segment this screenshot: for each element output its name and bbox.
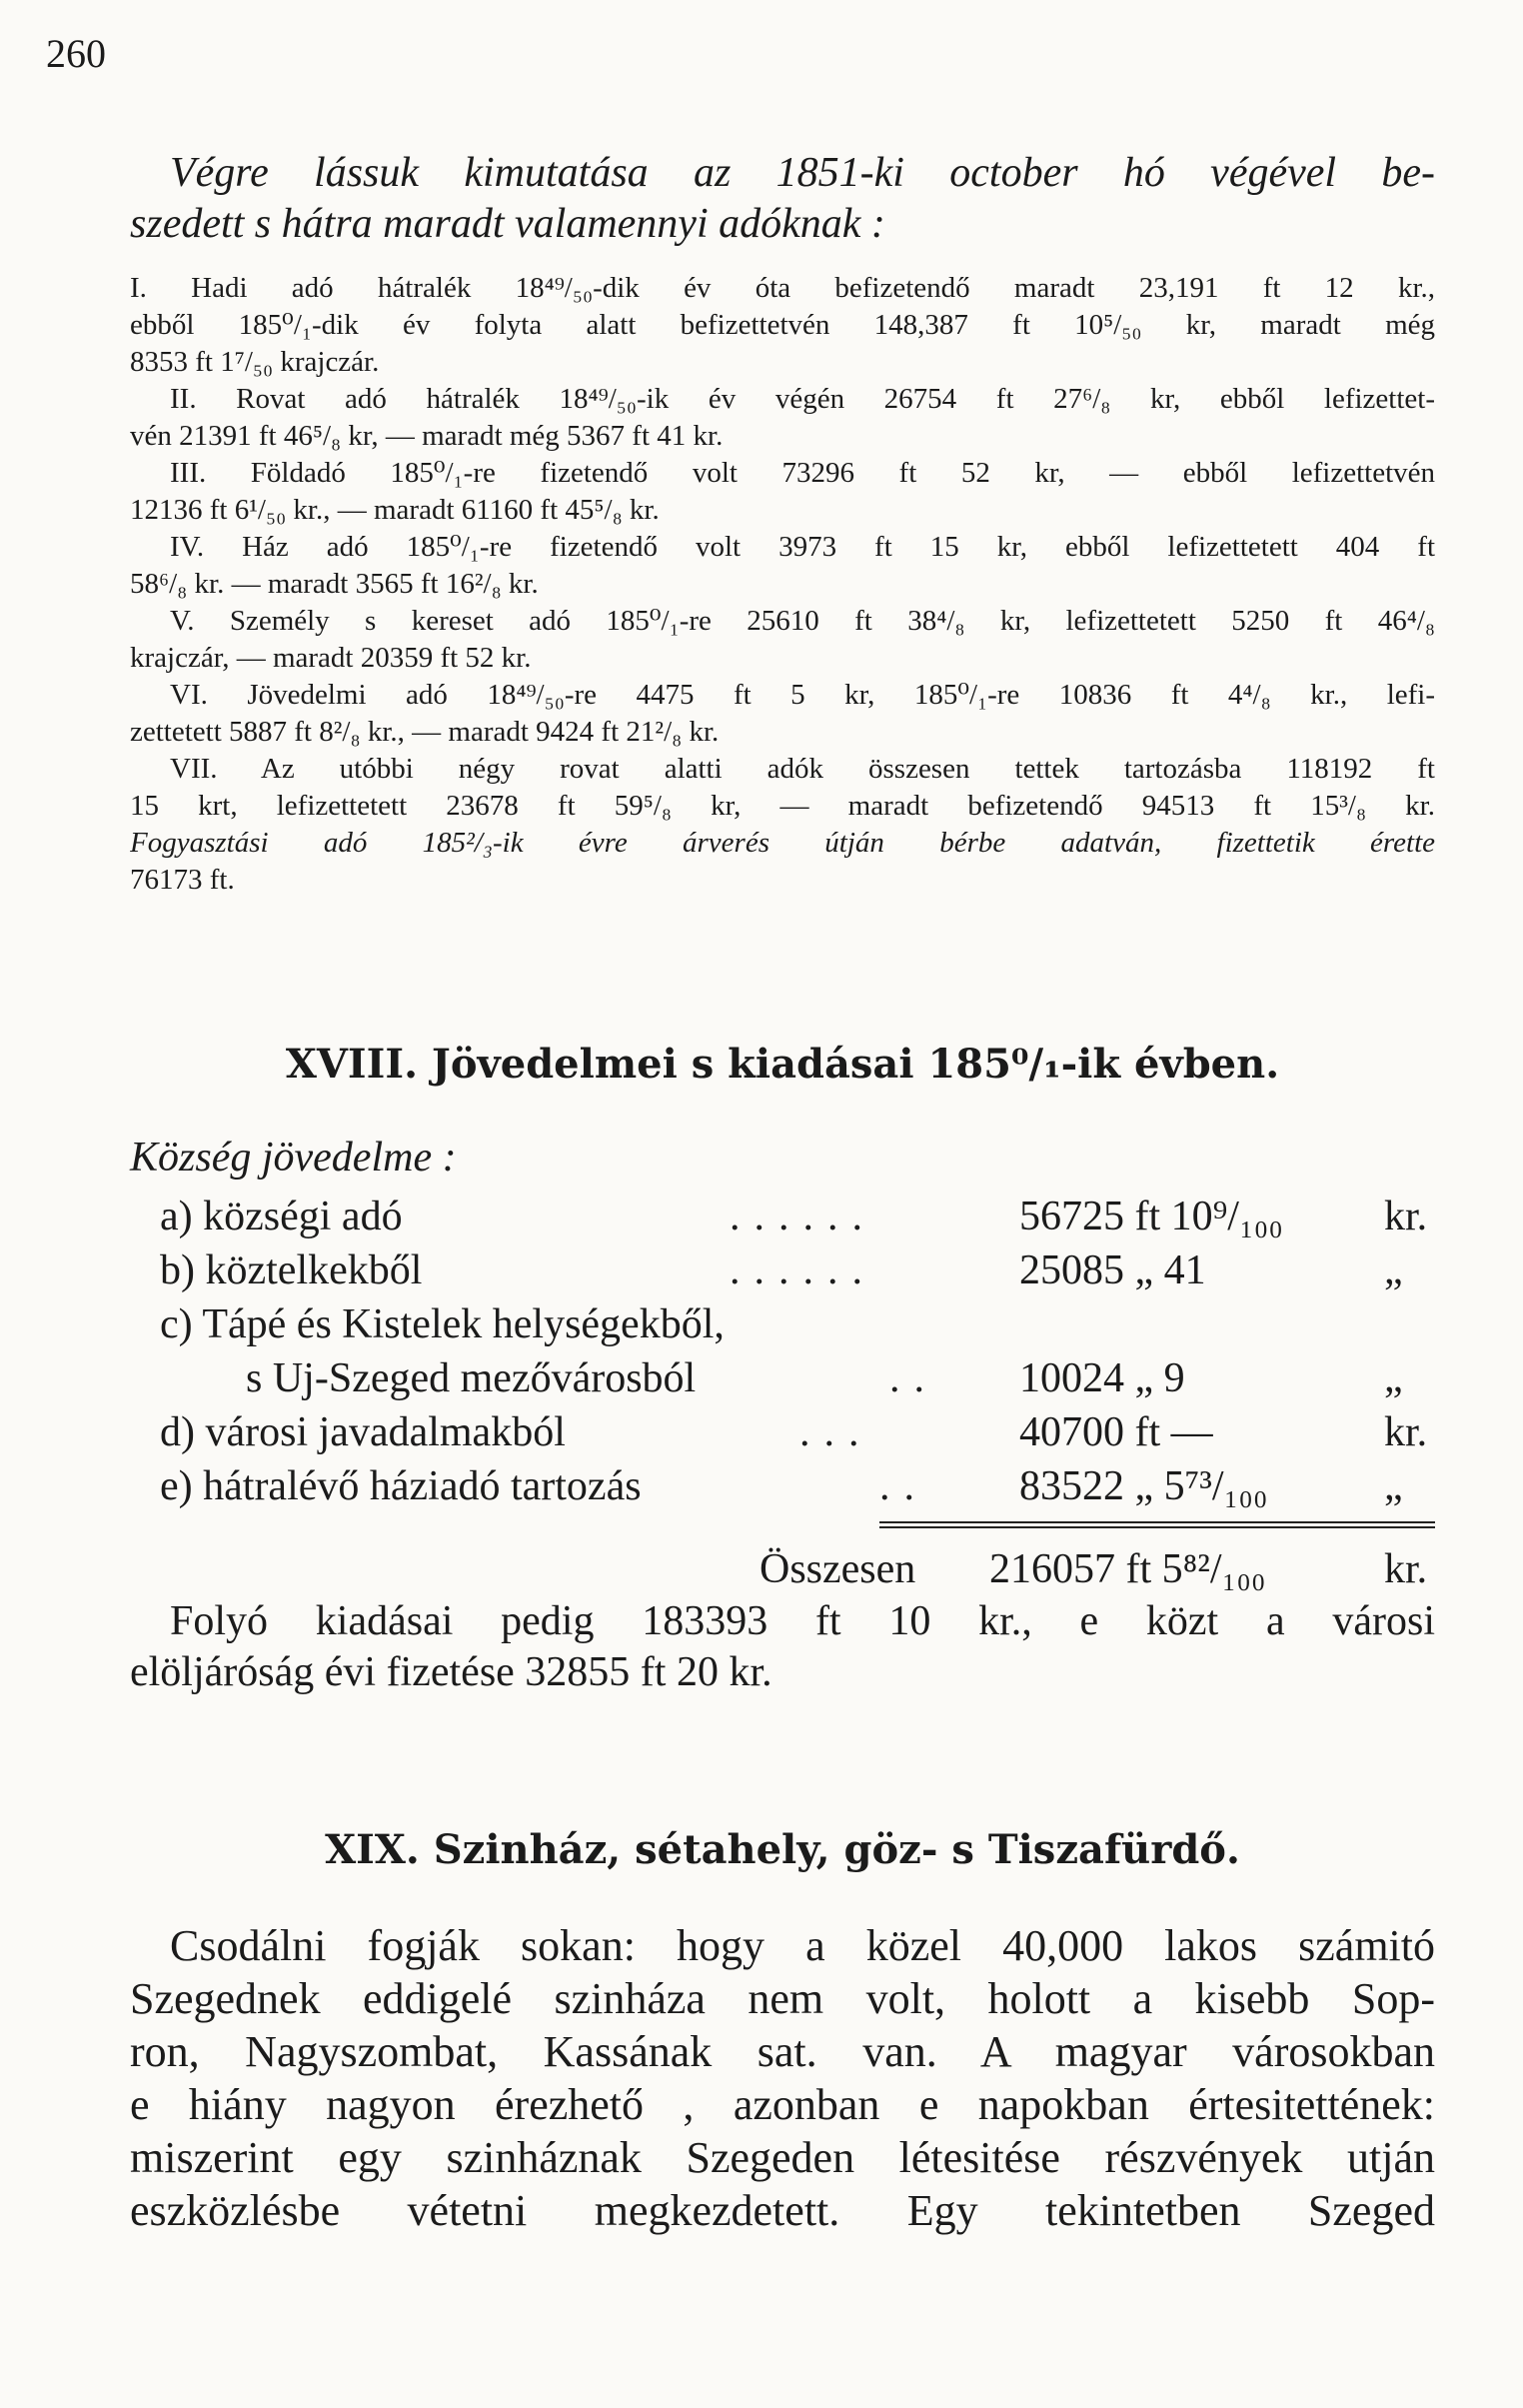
section-18-subheading: Község jövedelme : <box>130 1135 457 1181</box>
arrears-line: 8353 ft 1⁷/₅₀ krajczár. <box>130 346 380 378</box>
total-label: Összesen <box>760 1546 916 1592</box>
income-label: c) Tápé és Kistelek helységekből, <box>160 1301 725 1347</box>
income-unit: „ <box>1384 1247 1403 1293</box>
income-label: b) köztelkekből <box>160 1247 423 1293</box>
income-label: d) városi javadalmakból <box>160 1409 566 1455</box>
section-19-paragraph <box>130 1919 1435 2237</box>
income-amount: 40700 ft — <box>1019 1409 1213 1455</box>
income-unit: kr. <box>1384 1194 1428 1239</box>
page-number: 260 <box>46 31 106 76</box>
paragraph-line: eszközlésbe vétetni megkezdetett. Egy tekintetben Szeged <box>130 2186 1435 2235</box>
income-row <box>130 1461 1435 1511</box>
arrears-line: 58⁶/₈ kr. — maradt 3565 ft 16²/₈ kr. <box>130 568 539 600</box>
leader-dots: ... <box>799 1409 873 1455</box>
arrears-line: Fogyasztási adó 185²/₃-ik évre árverés útján bérbe adatván, fizettetik érette <box>130 827 1435 859</box>
income-row <box>130 1299 1435 1349</box>
income-label: e) hátralévő háziadó tartozás <box>160 1463 642 1509</box>
income-row <box>130 1192 1435 1241</box>
arrears-line: 76173 ft. <box>130 864 235 896</box>
income-row <box>130 1245 1435 1295</box>
intro-paragraph <box>130 148 1435 250</box>
arrears-line: VII. Az utóbbi négy rovat alatti adók összesen tettek tartozásba 118192 ft <box>170 753 1435 785</box>
expenses-paragraph <box>130 1596 1435 1698</box>
sum-rule-double <box>879 1526 1435 1528</box>
paragraph-line: ron, Nagyszombat, Kassának sat. van. A magyar városokban <box>130 2027 1435 2076</box>
income-amount: 25085 „ 41 <box>1019 1247 1206 1293</box>
paragraph-line: Csodálni fogják sokan: hogy a közel 40,000 lakos számitó <box>170 1921 1435 1970</box>
income-unit: „ <box>1384 1355 1403 1401</box>
arrears-line: vén 21391 ft 46⁵/₈ kr, — maradt még 5367 ft 41 kr. <box>130 420 724 452</box>
arrears-line: VI. Jövedelmi adó 18⁴⁹/₅₀-re 4475 ft 5 kr, 185⁰/₁-re 10836 ft 4⁴/₈ kr., lefi- <box>170 679 1435 711</box>
paragraph-line: Szegednek eddigelé szinháza nem volt, holott a kisebb Sop- <box>130 1974 1435 2023</box>
expenses-line-1: Folyó kiadásai pedig 183393 ft 10 kr., e közt a városi <box>170 1598 1435 1644</box>
intro-line-2: szedett s hátra maradt valamennyi adóknak : <box>130 201 885 247</box>
intro-line-1: Végre lássuk kimutatása az 1851-ki october hó végével be- <box>170 150 1435 196</box>
sum-rule <box>879 1521 1435 1523</box>
income-label: a) községi adó <box>160 1194 403 1239</box>
arrears-line: krajczár, — maradt 20359 ft 52 kr. <box>130 642 532 674</box>
leader-dots: .. <box>889 1355 938 1401</box>
total-row <box>130 1544 1435 1594</box>
arrears-line: V. Személy s kereset adó 185⁰/₁-re 25610 ft 38⁴/₈ kr, lefizettetett 5250 ft 46⁴/₈ <box>170 605 1435 637</box>
arrears-line: III. Földadó 185⁰/₁-re fizetendő volt 73296 ft 52 kr, — ebből lefizettetvén <box>170 457 1435 489</box>
leader-dots: .. <box>879 1463 928 1509</box>
paragraph-line: miszerint egy szinháznak Szegeden létesitése részvények utján <box>130 2133 1435 2182</box>
arrears-line: II. Rovat adó hátralék 18⁴⁹/₅₀-ik év végén 26754 ft 27⁶/₈ kr, ebből lefizettet- <box>170 383 1435 415</box>
arrears-list <box>130 270 1435 899</box>
income-unit: kr. <box>1384 1409 1428 1455</box>
section-19-heading: XIX. Szinház, sétahely, göz- s Tiszafürdő. <box>325 1826 1240 1873</box>
income-amount: 56725 ft 10⁹/₁₀₀ <box>1019 1194 1283 1239</box>
total-unit: kr. <box>1384 1546 1428 1592</box>
total-amount: 216057 ft 5⁸²/₁₀₀ <box>989 1546 1266 1592</box>
income-amount: 10024 „ 9 <box>1019 1355 1185 1401</box>
income-row <box>130 1407 1435 1457</box>
section-18-heading: XVIII. Jövedelmei s kiadásai 185⁰/₁-ik évben. <box>285 1041 1280 1088</box>
leader-dots: ...... <box>730 1194 876 1239</box>
income-row <box>130 1353 1435 1403</box>
arrears-line: I. Hadi adó hátralék 18⁴⁹/₅₀-dik év óta befizetendő maradt 23,191 ft 12 kr., <box>130 272 1435 304</box>
expenses-line-2: elöljáróság évi fizetése 32855 ft 20 kr. <box>130 1649 772 1695</box>
leader-dots: ...... <box>730 1247 876 1293</box>
income-unit: „ <box>1384 1463 1403 1509</box>
income-label: s Uj-Szeged mezővárosból <box>246 1355 697 1401</box>
arrears-line: ebből 185⁰/₁-dik év folyta alatt befizettetvén 148,387 ft 10⁵/₅₀ kr, maradt még <box>130 309 1435 341</box>
income-amount: 83522 „ 5⁷³/₁₀₀ <box>1019 1463 1268 1509</box>
arrears-line: zettetett 5887 ft 8²/₈ kr., — maradt 9424 ft 21²/₈ kr. <box>130 716 720 748</box>
arrears-line: IV. Ház adó 185⁰/₁-re fizetendő volt 3973 ft 15 kr, ebből lefizettetett 404 ft <box>170 531 1435 563</box>
paragraph-line: e hiány nagyon érezhető , azonban e napokban értesitettének: <box>130 2080 1435 2129</box>
arrears-line: 15 krt, lefizettetett 23678 ft 59⁵/₈ kr, — maradt befizetendő 94513 ft 15³/₈ kr. <box>130 790 1435 822</box>
arrears-line: 12136 ft 6¹/₅₀ kr., — maradt 61160 ft 45⁵/₈ kr. <box>130 494 660 526</box>
